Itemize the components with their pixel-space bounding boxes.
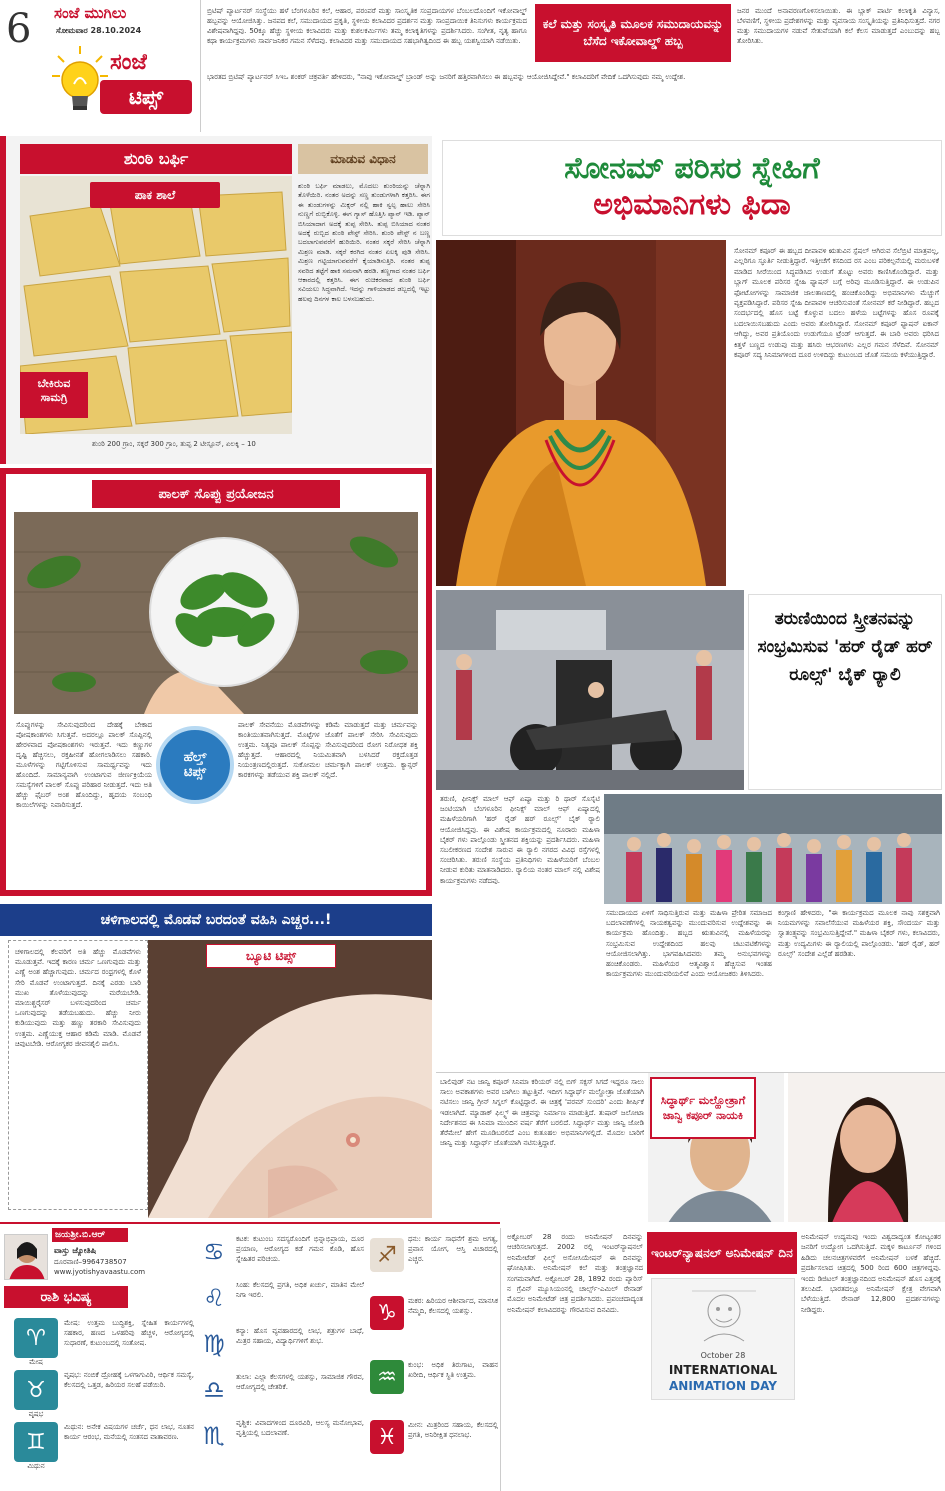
sign-text-scorpio: ವೃಶ್ಚಿಕ: ವಿವಾದಗಳಿಂದ ದೂರವಿರಿ, ಆಲಸ್ಯ ಮನೋಭಾವ, ವೃತ್ತಿಯಲ್ಲಿ ಬದಲಾವಣೆ.	[236, 1419, 364, 1437]
palak-body-left: ಸೊಪ್ಪುಗಳನ್ನು ಸೇವಿಸುವುದರಿಂದ ದೇಹಕ್ಕೆ ಬೇಕಾದ ಪೋಷಕಾಂಶಗಳು ಸಿಗುತ್ತವೆ. ಅದರಲ್ಲೂ ಪಾಲಕ್ ಸೊಪ್ಪಿನಲ್ಲಿ ಹೇರಳವಾದ ಪೋಷಕಾಂಶಗಳು ಇರುತ್ತವೆ. ಇದು ಕಣ್ಣುಗಳ ದೃಷ್ಟಿ ಹೆಚ್ಚಿಸಲು, ರಕ್ತಹೀನತೆ ಹೋಗಲಾಡಿಸಲು ಸಹಕಾರಿ. ಮೂಳೆಗಳನ್ನು ಗಟ್ಟಿಗೊಳಿಸುವ ಸಾಮರ್ಥ್ಯವನ್ನು ಇದು ಹೊಂದಿದೆ. ಸಾಮಾನ್ಯವಾಗಿ ಉಂಟಾಗುವ ಜೀರ್ಣಕ್ರಿಯೆಯ ಸಮಸ್ಯೆಗಳಿಗೆ ಪಾಲಕ್ ಸೊಪ್ಪು ಪರಿಹಾರ ನೀಡುತ್ತದೆ. ಇದು ಅತಿ ಹೆಚ್ಚು ಫೈಬರ್ ಅಂಶ ಹೊಂದಿದ್ದು, ಹೃದಯ ಸಂಬಂಧಿ ಕಾಯಿಲೆಗಳನ್ನು ನಿವಾರಿಸುತ್ತದೆ.	[16, 721, 152, 809]
bike-rally-section	[436, 590, 945, 1068]
sign-icon-cancer	[196, 1234, 232, 1270]
sign-icon-libra	[196, 1372, 232, 1408]
face-photo	[148, 940, 432, 1218]
page-number: 6	[6, 8, 32, 50]
sign-icon-capricorn	[370, 1296, 404, 1330]
virgo-icon: ♍	[203, 1330, 225, 1358]
poster-date: October 28	[700, 1351, 746, 1360]
rally-body-col2: ಸಮುದಾಯದ ಏಳಿಗೆ ಸಾಧಿಸುತ್ತಿರುವ ಮತ್ತು ಮಹಿಳಾ ಪ್ರೇರಿತ ಸಮಾಜದ ಬದಲಾವಣೆಗಳಲ್ಲಿ ನಾಯಕತ್ವವನ್ನು ಮುಂದುವರಿಸುವ ಉದ್ದೇಶವನ್ನು ಈ ಕಾರ್ಯಕ್ರಮ ಹೊಂದಿತ್ತು. ಹಬ್ಬದ ಋತುವಿನಲ್ಲಿ ಮಹಿಳೆಯರನ್ನು ಸಂಭ್ರಮಿಸುವ ಉದ್ದೇಶದಿಂದ ಹಲವು ಚಟುವಟಿಕೆಗಳನ್ನು ಆಯೋಜಿಸಲಾಗಿತ್ತು. ಭಾಗವಹಿಸಿದವರು ತಮ್ಮ ಅನುಭವಗಳನ್ನು ಹಂಚಿಕೊಂಡರು. ಮಹಿಳೆಯರ ಆತ್ಮವಿಶ್ವಾಸ ಹೆಚ್ಚಿಸುವ ಇಂತಹ ಕಾರ್ಯಕ್ರಮಗಳು ಮುಂದುವರಿಯಲಿವೆ ಎಂದು ಆಯೋಜಕರು ತಿಳಿಸಿದರು.	[606, 909, 772, 979]
masthead	[0, 0, 200, 128]
rally-headline-box	[748, 594, 942, 790]
sonam-headline	[442, 140, 942, 236]
animation-drawing-icon	[674, 1281, 774, 1351]
sign-icon-leo	[196, 1280, 232, 1316]
rally-photo-top	[436, 590, 744, 790]
animation-section	[500, 1228, 945, 1491]
capricorn-icon: ♑	[377, 1300, 397, 1326]
pimple-body-box	[8, 940, 148, 1210]
sonam-headline-line1: ಸೋನಮ್ ಪರಿಸರ ಸ್ನೇಹಿಗೆ	[564, 151, 820, 186]
sign-icon-taurus	[14, 1370, 58, 1410]
ingredients-heading	[20, 372, 88, 418]
sign-icon-sagittarius	[370, 1238, 404, 1272]
kitchen-label: ಪಾಕ ಶಾಲೆ	[90, 182, 220, 208]
top-story-body-right: ಜನರ ಮುಂದೆ ಅನಾವರಣಗೊಳಿಸಲಾಯಿತು. ಈ ಬ್ಲಾಕ್ ಪಾರ್ಟಿ ಕಲಾಕೃತಿ ವಿನ್ಯಾಸ, ಬೆಳವಣಿಗೆ, ಸ್ಥಳೀಯ ಪ್ರದೇಶಗಳನ್ನು ಮತ್ತು ವ್ಯವಸಾಯ ಸಂಸ್ಕೃತಿಯನ್ನು ಪ್ರತಿನಿಧಿಸುತ್ತದೆ. ನಗರ ಮತ್ತು ಸಮುದಾಯಗಳ ನಡುವೆ ಸೇತುವೆಯಾಗಿ ಕಲೆ ಕೆಲಸ ಮಾಡುತ್ತದೆ ಎಂಬುದನ್ನು ಹಬ್ಬ ತೋರಿಸಿತು.	[737, 7, 940, 45]
scorpio-icon: ♏	[203, 1422, 225, 1450]
spinach-photo	[14, 512, 418, 714]
section-title-2: ಟಿಪ್ಸ್	[100, 80, 192, 114]
sonam-body: ಸೋನಮ್ ಕಪೂರ್ ಈ ಹಬ್ಬದ ದೀಪಾವಳಿ ಋತುವಿನ ಸ್ಪೆಷಲ್ ಆಗಿರುವ ಸೆಲೆಬ್ರಿಟಿ ಮಾತ್ರವಲ್ಲ, ಎಲ್ಲರಿಗೂ ಸ್ಫೂರ್ತಿ ನೀಡುತ್ತಿದ್ದಾರೆ. ಇತ್ತೀಚೆಗೆ ಕಸದಿಂದ ರಸ ಎಂಬ ಪರಿಕಲ್ಪನೆಯಲ್ಲಿ ಮರುಬಳಕೆ ಮಾಡಿದ ಸೀರೆಯಿಂದ ಸಿದ್ಧಪಡಿಸಿದ ಉಡುಗೆ ತೊಟ್ಟು ಅವರು ಕಾಣಿಸಿಕೊಂಡಿದ್ದಾರೆ. ಮತ್ತು ಬ್ಲಾಗ್ ಮೂಲಕ ಪರಿಸರ ಸ್ನೇಹಿ ಫ್ಯಾಷನ್ ಬಗ್ಗೆ ಅರಿವು ಮೂಡಿಸುತ್ತಿದ್ದಾರೆ. ಈ ಉಡುಪಿನ ಫೋಟೋಗಳನ್ನು ಸಾಮಾಜಿಕ ಜಾಲತಾಣದಲ್ಲಿ ಹಂಚಿಕೊಂಡಿದ್ದು ಅಭಿಮಾನಿಗಳು ಮೆಚ್ಚುಗೆ ವ್ಯಕ್ತಪಡಿಸಿದ್ದಾರೆ. ಪರಿಸರ ಸ್ನೇಹಿ ದೀಪಾವಳಿ ಆಚರಿಸುವಂತೆ ಸೋನಮ್ ಕರೆ ನೀಡಿದ್ದಾರೆ. ಹಬ್ಬದ ಸಂದರ್ಭದಲ್ಲಿ ಹೊಸ ಬಟ್ಟೆ ಕೊಳ್ಳುವ ಬದಲು ಹಳೆಯ ಬಟ್ಟೆಗಳನ್ನು ಹೊಸ ರೂಪಕ್ಕೆ ಬದಲಾಯಿಸಬಹುದು ಎಂದು ಅವರು ತೋರಿಸಿದ್ದಾರೆ. ಸೋನಮ್ ಕಪೂರ್ ಫ್ಯಾಷನ್ ಐಕಾನ್ ಆಗಿದ್ದು, ಅವರ ಪ್ರತಿಯೊಂದು ಉಡುಗೆಯೂ ಟ್ರೆಂಡ್ ಆಗುತ್ತದೆ. ಈ ಬಾರಿ ಅವರು ಧರಿಸಿದ ಕಿತ್ತಳೆ ಬಣ್ಣದ ಉಡುಪು ಮತ್ತು ಹಸಿರು ಆಭರಣಗಳು ಎಲ್ಲರ ಗಮನ ಸೆಳೆದಿವೆ. ಸೋನಮ್ ಕಪೂರ್ ಸದ್ಯ ಸಿನಿಮಾಗಳಿಂದ ದೂರ ಉಳಿದಿದ್ದು ಕುಟುಂಬದ ಜೊತೆ ಸಮಯ ಕಳೆಯುತ್ತಿದ್ದಾರೆ.	[734, 247, 939, 360]
astrologer-phone: ದೂರವಾಣಿ–9964738507	[54, 1258, 127, 1266]
sidharth-body: ಬಾಲಿವುಡ್ ನಟ ಜಾನ್ವಿ ಕಪೂರ್ ಸಿನಿಮಾ ಕರಿಯರ್ ನಲ್ಲಿ ಬಿಗ್ ಸಕ್ಸಸ್ ಸಿಗದೆ ಇದ್ದರೂ ಸಾಲು ಸಾಲು ಅವಕಾಶಗಳು ಅವರ ಬಾಗಿಲು ತಟ್ಟುತ್ತಿವೆ. ಇದೀಗ ಸಿದ್ಧಾರ್ಥ್ ಮಲ್ಹೋತ್ರಾ ಜೊತೆಯಾಗಿ ನಟಿಸಲು ಜಾನ್ವಿ ಗ್ರೀನ್ ಸಿಗ್ನಲ್ ಕೊಟ್ಟಿದ್ದಾರೆ. ಈ ಚಿತ್ರಕ್ಕೆ 'ಪರಮ್ ಸುಂದರಿ' ಎಂದು ಶೀರ್ಷಿಕೆ ಇಡಲಾಗಿದೆ. ಮ್ಯಾಡಾಕ್ ಫಿಲ್ಮ್ಸ್ ಈ ಚಿತ್ರವನ್ನು ನಿರ್ಮಾಣ ಮಾಡುತ್ತಿದೆ. ತುಷಾರ್ ಜಲೋಟಾ ನಿರ್ದೇಶನದ ಈ ಸಿನಿಮಾ ಮುಂದಿನ ವರ್ಷ ತೆರೆಗೆ ಬರಲಿದೆ. ಸಿದ್ಧಾರ್ಥ್ ಮತ್ತು ಜಾನ್ವಿ ಜೋಡಿ ತೆರೆಮೇಲೆ ಹೇಗೆ ಮೂಡಿಬರಲಿದೆ ಎಂಬ ಕುತೂಹಲ ಅಭಿಮಾನಿಗಳಲ್ಲಿದೆ. ಮೊದಲ ಬಾರಿಗೆ ಜಾನ್ವಿ ಮತ್ತು ಸಿದ್ಧಾರ್ಥ್ ಜೊತೆಯಾಗಿ ನಟಿಸುತ್ತಿದ್ದಾರೆ.	[440, 1078, 644, 1148]
palak-section	[0, 468, 432, 896]
sign-icon-virgo	[196, 1326, 232, 1362]
rally-body-left: ತರುಣಿ, ಫೀನಿಕ್ಸ್ ಮಾಲ್ ಆಫ್ ಏಷ್ಯಾ ಮತ್ತು ರಿ ಥಾರ್ ಸೊಸೈಟಿ ಜಂಟಿಯಾಗಿ ಬೆಂಗಳೂರಿನ ಫೀನಿಕ್ಸ್ ಮಾಲ್ ಆಫ್ ಏಷ್ಯಾದಲ್ಲಿ ಮಹಿಳೆಯರಿಗಾಗಿ 'ಹರ್ ರೈಡ್ ಹರ್ ರೂಲ್ಸ್' ಬೈಕ್ ರ್‍ಯಾಲಿ ಆಯೋಜಿಸಿದ್ದವು. ಈ ವಿಶೇಷ ಕಾರ್ಯಕ್ರಮದಲ್ಲಿ ನೂರಾರು ಮಹಿಳಾ ಬೈಕರ್ ಗಳು ಪಾಲ್ಗೊಂಡು ಸ್ತ್ರೀತನದ ಶಕ್ತಿಯನ್ನು ಪ್ರದರ್ಶಿಸಿದರು. ಮಹಿಳಾ ಸಬಲೀಕರಣದ ಸಂದೇಶ ಸಾರುವ ಈ ರ್‍ಯಾಲಿ ನಗರದ ವಿವಿಧ ರಸ್ತೆಗಳಲ್ಲಿ ಸಂಚರಿಸಿತು. ತರುಣಿ ಸಂಸ್ಥೆಯ ಪ್ರತಿನಿಧಿಗಳು ಮಹಿಳೆಯರಿಗೆ ಬೆಂಬಲ ನೀಡುವ ಕುರಿತು ಮಾತನಾಡಿದರು. ರ್‍ಯಾಲಿಯ ನಂತರ ಮಾಲ್ ನಲ್ಲಿ ವಿಶೇಷ ಕಾರ್ಯಕ್ರಮಗಳು ನಡೆದವು.	[440, 795, 600, 885]
sign-icon-pisces	[370, 1420, 404, 1454]
rally-headline: ತರುಣಿಯಿಂದ ಸ್ತ್ರೀತನವನ್ನು ಸಂಭ್ರಮಿಸುವ 'ಹರ್ ರೈಡ್ ಹರ್ ರೂಲ್ಸ್' ಬೈಕ್ ರ್‍ಯಾಲಿ	[757, 609, 933, 685]
issue-date: ಸೋಮವಾರ 28.10.2024	[56, 26, 142, 35]
janhvi-photo	[788, 1073, 945, 1222]
sign-text-taurus: ವೃಷಭ: ನಂಬಿಕೆ ದ್ರೋಹಕ್ಕೆ ಒಳಗಾಗುವಿರಿ, ಆರ್ಥಿಕ ಸಮಸ್ಯೆ, ಕೆಲಸದಲ್ಲಿ ಒತ್ತಡ, ಹಿರಿಯರ ಸಲಹೆ ಪಡೆಯಿರಿ.	[64, 1371, 194, 1389]
palak-body-right: ಪಾಲಕ್ ಸೇವನೆಯು ಮೊಡವೆಗಳನ್ನು ಕಡಿಮೆ ಮಾಡುತ್ತದೆ ಮತ್ತು ಚರ್ಮವನ್ನು ಕಾಂತಿಯುತವಾಗಿಸುತ್ತದೆ. ಮೊಟ್ಟೆಗಳ ಜೊತೆಗೆ ಪಾಲಕ್ ಸೇರಿಸಿ ಸೇವಿಸುವುದು ಉತ್ತಮ. ನಿತ್ಯವೂ ಪಾಲಕ್ ಸೊಪ್ಪನ್ನು ಸೇವಿಸುವುದರಿಂದ ರೋಗ ನಿರೋಧಕ ಶಕ್ತಿ ಹೆಚ್ಚುತ್ತದೆ. ಆಹಾರದಲ್ಲಿ ನಿಯಮಿತವಾಗಿ ಬಳಸಿದರೆ ರಕ್ತದೊತ್ತಡ ನಿಯಂತ್ರಣದಲ್ಲಿರುತ್ತದೆ. ಸುಕೋಮಲ ಚರ್ಮಕ್ಕಾಗಿ ಪಾಲಕ್ ಉತ್ತಮ. ಕ್ಯಾನ್ಸರ್ ಕಾರಕಗಳನ್ನು ತಡೆಯುವ ಶಕ್ತಿ ಪಾಲಕ್ ನಲ್ಲಿದೆ.	[238, 721, 418, 779]
taurus-icon: ♉	[26, 1377, 46, 1403]
sign-icon-scorpio	[196, 1418, 232, 1454]
animation-body-left: ಅಕ್ಟೋಬರ್ 28 ರಂದು ಅನಿಮೇಷನ್ ದಿನವನ್ನು ಆಚರಿಸಲಾಗುತ್ತದೆ. 2002 ರಲ್ಲಿ ಇಂಟರ್‌ನ್ಯಾಷನಲ್ ಅನಿಮೇಟೆಡ್ ಫಿಲ್ಮ್ ಅಸೋಸಿಯೇಷನ್ ಈ ದಿನವನ್ನು ಘೋಷಿಸಿತು. ಅನಿಮೇಷನ್ ಕಲೆ ಮತ್ತು ತಂತ್ರಜ್ಞಾನದ ಸಂಗಮವಾಗಿದೆ. ಅಕ್ಟೋಬರ್ 28, 1892 ರಂದು ಪ್ಯಾರಿಸ್ ನ ಗ್ರೆವಿನ್ ಮ್ಯೂಸಿಯಂನಲ್ಲಿ ಚಾರ್ಲ್ಸ್-ಎಮಿಲ್ ರೇನಾಡ್ ಮೊದಲ ಅನಿಮೇಟೆಡ್ ಚಿತ್ರ ಪ್ರದರ್ಶಿಸಿದರು. ಪ್ರಪಂಚದಾದ್ಯಂತ ಅನಿಮೇಷನ್ ಕಲಾವಿದರನ್ನು ಗೌರವಿಸುವ ದಿನವಿದು.	[507, 1233, 643, 1314]
sign-text-aries: ಮೇಷ: ಉತ್ತಮ ಬುದ್ಧಿಶಕ್ತಿ, ಸ್ನೇಹಿತ ಕಾರ್ಯಗಳಲ್ಲಿ ಸಹಕಾರ, ಹಣದ ಒಳಹರಿವು ಹೆಚ್ಚಳ, ಆರೋಗ್ಯದಲ್ಲಿ ಸುಧಾರಣೆ, ಕುಟುಂಬದಲ್ಲಿ ಸಂತೋಷ.	[64, 1319, 194, 1347]
sidharth-headline: ಸಿದ್ಧಾರ್ಥ್ ಮಲ್ಹೋತ್ರಾಗೆ ಜಾನ್ವಿ ಕಪೂರ್ ನಾಯಕಿ	[650, 1077, 756, 1139]
animation-poster	[651, 1278, 795, 1400]
pimple-title: ಚಳಿಗಾಲದಲ್ಲಿ ಮೊಡವೆ ಬರದಂತೆ ವಹಿಸಿ ಎಚ್ಚರ...!	[0, 904, 432, 936]
leo-icon: ♌	[203, 1284, 225, 1312]
sign-text-gemini: ಮಿಥುನ: ಅನೇಕ ವಿಷಯಗಳ ಚರ್ಚೆ, ಧನ ಲಾಭ, ನೂತನ ಕಾರ್ಯ ಆರಂಭ, ಮನೆಯಲ್ಲಿ ಸಂತಸದ ವಾತಾವರಣ.	[64, 1423, 194, 1441]
rally-photo-group	[604, 794, 942, 904]
sign-icon-aquarius	[370, 1360, 404, 1394]
ingredients-heading-line1: ಬೇಕಿರುವ	[37, 377, 71, 390]
sonam-headline-line2: ಅಭಿಮಾನಿಗಳು ಫಿದಾ	[593, 187, 791, 222]
ingredients-list: ಶುಂಠಿ 200 ಗ್ರಾಂ, ಸಕ್ಕರೆ 300 ಗ್ರಾಂ, ತುಪ್ಪ 2 ಟೀಸ್ಪೂನ್, ಏಲಕ್ಕಿ – 10	[92, 440, 256, 448]
libra-icon: ♎	[203, 1376, 225, 1404]
section-title-1: ಸಂಜೆ	[110, 50, 148, 75]
pimple-body: ಚಳಿಗಾಲದಲ್ಲಿ ಕೆಲವರಿಗೆ ಅತಿ ಹೆಚ್ಚು ಮೊಡವೆಗಳು ಮೂಡುತ್ತವೆ. ಇದಕ್ಕೆ ಕಾರಣ ಚರ್ಮ ಒಣಗುವುದು ಮತ್ತು ಎಣ್ಣೆ ಅಂಶ ಹೆಚ್ಚಾಗುವುದು. ಚರ್ಮದ ರಂಧ್ರಗಳಲ್ಲಿ ಕೊಳೆ ಸೇರಿ ಮೊಡವೆ ಉಂಟಾಗುತ್ತದೆ. ದಿನಕ್ಕೆ ಎರಡು ಬಾರಿ ಮುಖ ತೊಳೆಯುವುದನ್ನು ಮರೆಯಬೇಡಿ. ಮಾಯಿಶ್ಚರೈಸರ್ ಬಳಸುವುದರಿಂದ ಚರ್ಮ ಒಣಗುವುದನ್ನು ತಡೆಯಬಹುದು. ಹೆಚ್ಚು ನೀರು ಕುಡಿಯುವುದು ಮತ್ತು ಹಣ್ಣು ತರಕಾರಿ ಸೇವಿಸುವುದು ಉತ್ತಮ. ಎಣ್ಣೆಯುಕ್ತ ಆಹಾರ ಕಡಿಮೆ ಮಾಡಿ. ಮೊಡವೆ ಚಿವುಟಬೇಡಿ. ಆರೋಗ್ಯಕರ ಜೀವನಶೈಲಿ ಪಾಲಿಸಿ.	[15, 948, 141, 1048]
sign-name-taurus: ವೃಷಭ	[28, 1410, 44, 1418]
health-tips-line2: ಟಿಪ್ಸ್	[183, 765, 207, 780]
top-story-body-mid: ಭಾರತದ ಬ್ರಿಟಿಷ್ ಪ್ಯಾರ್ಟನರ್ ಸಿಇಒ ಶಂಕರ್ ಚಕ್ರವರ್ತಿ ಹೇಳಿದರು, "ನಾವು ಇಕೋವಾಲ್ಡ್ ಬ್ರಾಂಡ್ ಅನ್ನು ಜನರಿಗೆ ಹತ್ತಿರವಾಗಿಸಲು ಈ ಹಬ್ಬವನ್ನು ಆಯೋಜಿಸಿದ್ದೇವೆ." ಕಲಾವಿದರಿಗೆ ವೇದಿಕೆ ಒದಗಿಸುವುದು ನಮ್ಮ ಉದ್ದೇಶ.	[207, 73, 686, 81]
poster-line1: INTERNATIONAL	[668, 1363, 778, 1377]
aries-icon: ♈	[26, 1325, 46, 1351]
sign-text-libra: ತುಲಾ: ಎಲ್ಲಾ ಕೆಲಸಗಳಲ್ಲಿ ಯಶಸ್ಸು, ಸಾಮಾಜಿಕ ಗೌರವ, ಆರೋಗ್ಯದಲ್ಲಿ ಚೇತರಿಕೆ.	[236, 1373, 364, 1391]
horoscope-title: ರಾಶಿ ಭವಿಷ್ಯ	[4, 1286, 128, 1308]
sign-icon-aries	[14, 1318, 58, 1358]
recipe-title: ಶುಂಠಿ ಬರ್ಫಿ	[20, 144, 292, 174]
aquarius-icon: ♒	[377, 1364, 397, 1390]
beauty-tips-label: ಬ್ಯೂಟಿ ಟಿಪ್ಸ್	[206, 944, 336, 968]
horoscope-section	[0, 1222, 500, 1491]
sign-text-capricorn: ಮಕರ: ಹಿರಿಯರ ಆಶೀರ್ವಾದ, ಮಾನಸಿಕ ನೆಮ್ಮದಿ, ಕೆಲಸದಲ್ಲಿ ಯಶಸ್ಸು.	[408, 1297, 498, 1315]
recipe-section	[0, 136, 432, 464]
astrologer-avatar	[4, 1234, 48, 1280]
sonam-section	[436, 136, 945, 586]
sagittarius-icon: ♐	[377, 1242, 397, 1268]
sign-text-cancer: ಕಟಕ: ಕುಟುಂಬ ಸದಸ್ಯರೊಂದಿಗೆ ಭಿನ್ನಾಭಿಪ್ರಾಯ, ದೂರ ಪ್ರಯಾಣ, ಆರೋಗ್ಯದ ಕಡೆ ಗಮನ ಕೊಡಿ, ಹೊಸ ಸ್ನೇಹಿತರ ಪರಿಚಯ.	[236, 1235, 364, 1263]
recipe-method: ಶುಂಠಿ ಬರ್ಫಿ ಮಾಡಲು, ಮೊದಲು ಶುಂಠಿಯನ್ನು ಚೆನ್ನಾಗಿ ತೊಳೆಯಿರಿ. ನಂತರ ಅದನ್ನು ಸಣ್ಣ ತುಂಡುಗಳಾಗಿ ಕತ್ತರಿಸಿ. ಈಗ ಈ ತುಂಡುಗಳನ್ನು ಮಿಕ್ಸರ್ ನಲ್ಲಿ ಹಾಕಿ ಸ್ವಲ್ಪ ಹಾಲು ಸೇರಿಸಿ ನುಣ್ಣಗೆ ರುಬ್ಬಿಕೊಳ್ಳಿ. ಈಗ ಗ್ಯಾಸ್ ಹೊತ್ತಿಸಿ ಪ್ಯಾನ್ ಇಡಿ. ಪ್ಯಾನ್ ಬಿಸಿಯಾದಾಗ ಅದಕ್ಕೆ ತುಪ್ಪ ಸೇರಿಸಿ. ತುಪ್ಪ ಬಿಸಿಯಾದ ನಂತರ ಅದಕ್ಕೆ ರುಬ್ಬಿದ ಶುಂಠಿ ಪೇಸ್ಟ್ ಸೇರಿಸಿ. ಶುಂಠಿ ಪೇಸ್ಟ್ ನ ಬಣ್ಣ ಬದಲಾಗುವವರೆಗೆ ಹುರಿಯಿರಿ. ನಂತರ ಸಕ್ಕರೆ ಸೇರಿಸಿ ಚೆನ್ನಾಗಿ ಮಿಶ್ರಣ ಮಾಡಿ. ಸಕ್ಕರೆ ಕರಗಿದ ನಂತರ ಏಲಕ್ಕಿ ಪುಡಿ ಸೇರಿಸಿ. ಮಿಶ್ರಣ ಗಟ್ಟಿಯಾಗುವವರೆಗೆ ಕೈಯಾಡಿಸುತ್ತಿರಿ. ನಂತರ ತುಪ್ಪ ಸವರಿದ ತಟ್ಟೆಗೆ ಹಾಕಿ ಸಮನಾಗಿ ಹರಡಿ. ತಣ್ಣಗಾದ ನಂತರ ಬರ್ಫಿ ಆಕಾರದಲ್ಲಿ ಕತ್ತರಿಸಿ. ಈಗ ರುಚಿಕರವಾದ ಶುಂಠಿ ಬರ್ಫಿ ಸವಿಯಲು ಸಿದ್ಧವಾಗಿದೆ. ಇದನ್ನು ಗಾಳಿಯಾಡದ ಡಬ್ಬದಲ್ಲಿ ಇಟ್ಟು ಹಲವು ದಿನಗಳ ಕಾಲ ಬಳಸಬಹುದು.	[298, 182, 430, 303]
sign-icon-gemini	[14, 1422, 58, 1462]
sign-text-pisces: ಮೀನ: ಮಿತ್ರರಿಂದ ಸಹಾಯ, ಕೆಲಸದಲ್ಲಿ ಪ್ರಗತಿ, ಅನಿರೀಕ್ಷಿತ ಧನಲಾಭ.	[408, 1421, 498, 1439]
sign-name-aries: ಮೇಷ	[29, 1358, 43, 1366]
pisces-icon: ♓	[377, 1424, 397, 1450]
sign-text-leo: ಸಿಂಹ: ಕೆಲಸದಲ್ಲಿ ಪ್ರಗತಿ, ಅಧಿಕ ಖರ್ಚು, ಮಾತಿನ ಮೇಲೆ ನಿಗಾ ಇರಲಿ.	[236, 1281, 364, 1299]
astrologer-role: ವಾಸ್ತು ಜ್ಯೋತಿಷಿ	[54, 1246, 97, 1255]
astrologer-name: ಜಯಶ್ರೀ.ಬಿ.ಆರ್	[52, 1228, 128, 1242]
astrologer-website: www.jyotishyavaastu.com	[54, 1268, 146, 1276]
ingredients-heading-line2: ಸಾಮಗ್ರಿ	[40, 391, 68, 404]
sonam-photo	[436, 240, 726, 586]
poster-line2: ANIMATION DAY	[669, 1379, 777, 1393]
palak-title: ಪಾಲಕ್ ಸೊಪ್ಪು ಪ್ರಯೋಜನ	[92, 480, 340, 508]
top-story	[200, 0, 945, 132]
animation-body-right: ಅನಿಮೇಷನ್ ಉದ್ಯಮವು ಇಂದು ವಿಶ್ವದಾದ್ಯಂತ ಕೋಟ್ಯಂತರ ಜನರಿಗೆ ಉದ್ಯೋಗ ಒದಗಿಸುತ್ತಿದೆ. ಮಕ್ಕಳ ಕಾರ್ಟೂನ್ ಗಳಿಂದ ಹಿಡಿದು ಚಲನಚಿತ್ರಗಳವರೆಗೆ ಅನಿಮೇಷನ್ ಬಳಕೆ ಹೆಚ್ಚಿದೆ. ಪ್ರದರ್ಶಿಸಲಾದ ಚಿತ್ರದಲ್ಲಿ 500 ರಿಂದ 600 ಚಿತ್ರಗಳಿದ್ದವು. ಇಂದು ಡಿಜಿಟಲ್ ತಂತ್ರಜ್ಞಾನದಿಂದ ಅನಿಮೇಷನ್ ಹೊಸ ಎತ್ತರಕ್ಕೆ ತಲುಪಿದೆ. ಭಾರತದಲ್ಲೂ ಅನಿಮೇಷನ್ ಕ್ಷೇತ್ರ ವೇಗವಾಗಿ ಬೆಳೆಯುತ್ತಿದೆ. ರೇನಾಡ್ 12,800 ಪ್ರದರ್ಶನಗಳನ್ನು ನೀಡಿದ್ದರು.	[801, 1233, 941, 1314]
sign-name-gemini: ಮಿಥುನ	[27, 1462, 45, 1470]
health-tips-badge	[156, 726, 234, 804]
top-story-headline: ಕಲೆ ಮತ್ತು ಸಂಸ್ಕೃತಿ ಮೂಲಕ ಸಮುದಾಯವನ್ನು ಬೆಸೆದ ಇಕೋವಾಲ್ಡ್ ಹಬ್ಬ	[535, 4, 731, 62]
cancer-icon: ♋	[203, 1238, 225, 1266]
pimple-section	[0, 900, 432, 1218]
sign-text-sagittarius: ಧನು: ಕಾರ್ಯ ಸಾಧನೆಗೆ ಶ್ರಮ ಅಗತ್ಯ, ಪ್ರವಾಸ ಯೋಗ, ಆಸ್ತಿ ವಿಚಾರದಲ್ಲಿ ಎಚ್ಚರ.	[408, 1235, 498, 1263]
sidharth-section	[436, 1072, 945, 1222]
paper-name: ಸಂಜೆ ಮುಗಿಲು	[54, 4, 127, 22]
gemini-icon: ♊	[26, 1429, 46, 1455]
top-story-body-left: ಬ್ರಿಟಿಷ್ ಪ್ಯಾರ್ಟನರ್ ಸಂಸ್ಥೆಯು ಹಳೆ ಬೆಂಗಳೂರಿನ ಕಲೆ, ಆಹಾರ, ಪರಂಪರೆ ಮತ್ತು ಸಾಂಸ್ಕೃತಿಕ ಸಂಪ್ರದಾಯಗಳ ಬೆಂಬಲದೊಂದಿಗೆ ಇಕೋವಾಲ್ಡ್ ಹಬ್ಬವನ್ನು ಆಯೋಜಿಸಿತ್ತು. ಜನಪದ ಕಲೆ, ಸಮುದಾಯದ ಪ್ರಕೃತಿ, ಸ್ಥಳೀಯ ಕಲಾವಿದರ ಪ್ರದರ್ಶನ ಮತ್ತು ಸಾಂಪ್ರದಾಯಿಕ ತಿನಿಸುಗಳು ಕಾರ್ಯಕ್ರಮದ ವಿಶೇಷವಾಗಿದ್ದವು. 50ಕ್ಕೂ ಹೆಚ್ಚು ಸ್ಥಳೀಯ ಕಲಾವಿದರು ಮತ್ತು ಕುಶಲಕರ್ಮಿಗಳು ತಮ್ಮ ಕಲಾಕೃತಿಗಳನ್ನು ಪ್ರದರ್ಶಿಸಿದರು. ಸಂಗೀತ, ನೃತ್ಯ ಹಾಗೂ ಕಥಾ ಕಾರ್ಯಕ್ರಮಗಳು ಸಾರ್ವಜನಿಕರ ಗಮನ ಸೆಳೆದವು. ಕಲಾವಿದರ ಮತ್ತು ಸಮುದಾಯದ ಸಹಭಾಗಿತ್ವದಿಂದ ಈ ಹಬ್ಬ ಯಶಸ್ವಿಯಾಗಿ ನಡೆಯಿತು.	[207, 7, 527, 45]
animation-title: ಇಂಟರ್‌ನ್ಯಾಷನಲ್ ಅನಿಮೇಷನ್ ದಿನ	[647, 1232, 797, 1274]
sign-text-virgo: ಕನ್ಯಾ: ಹೊಸ ವ್ಯವಹಾರದಲ್ಲಿ ಲಾಭ, ಶತ್ರುಗಳ ಬಾಧೆ, ಮಿತ್ರರ ಸಹಾಯ, ವಿದ್ಯಾರ್ಥಿಗಳಿಗೆ ಶುಭ.	[236, 1327, 364, 1345]
health-tips-line1: ಹೆಲ್ತ್	[183, 750, 207, 765]
rally-body-col3: ಕಂಗ್ಗಾಣಿ ಹೇಳಿದರು, "ಈ ಕಾರ್ಯಕ್ರಮದ ಮೂಲಕ ನಾವು ಸಶಕ್ತವಾಗಿ ನಿಯಮಗಳನ್ನು ಸವಾಲೆಸೆಯುವ ಮಹಿಳೆಯರ ಶಕ್ತಿ, ಸೌಂದರ್ಯ ಮತ್ತು ಸ್ವಾತಂತ್ರ್ಯವನ್ನು ಸಂಭ್ರಮಿಸುತ್ತಿದ್ದೇವೆ." ಮಹಿಳಾ ಬೈಕರ್ ಗಳು, ಕಲಾವಿದರು, ಮತ್ತು ಉದ್ಯಮಿಗಳು ಈ ರ್‍ಯಾಲಿಯಲ್ಲಿ ಪಾಲ್ಗೊಂಡರು. 'ಹರ್ ರೈಡ್, ಹರ್ ರೂಲ್ಸ್' ಸಂದೇಶ ಎಲ್ಲೆಡೆ ಹರಡಿತು.	[778, 909, 940, 958]
sign-text-aquarius: ಕುಂಭ: ಅಧಿಕ ತಿರುಗಾಟ, ವಾಹನ ಖರೀದಿ, ಆರ್ಥಿಕ ಸ್ಥಿತಿ ಉತ್ತಮ.	[408, 1361, 498, 1379]
method-title: ಮಾಡುವ ವಿಧಾನ	[298, 144, 428, 174]
